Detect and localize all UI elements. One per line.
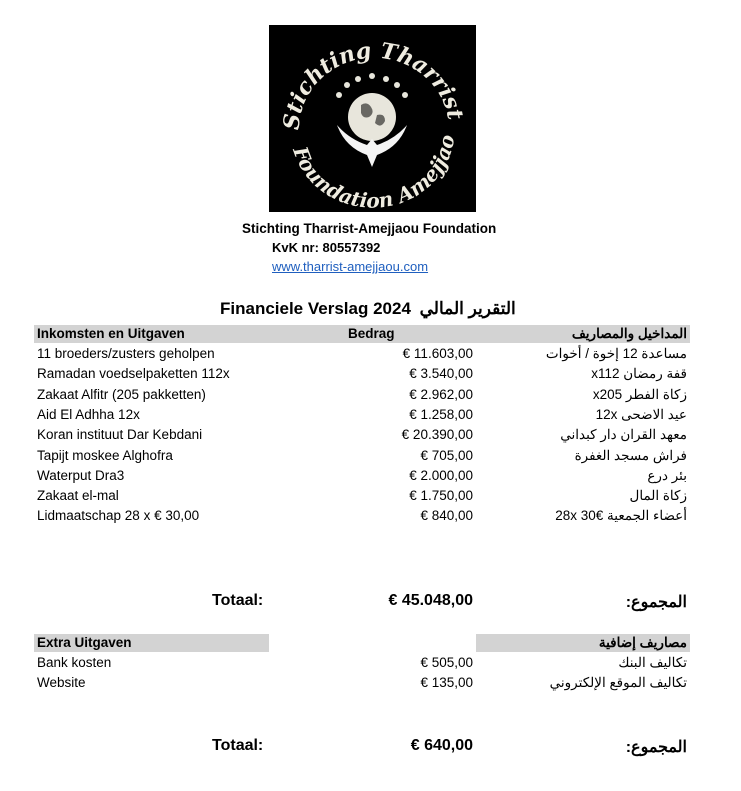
- row-amount: € 705,00: [420, 447, 473, 463]
- organization-name: Stichting Tharrist-Amejjaou Foundation: [242, 221, 497, 236]
- row-description: Zakaat el-mal: [37, 488, 119, 504]
- row-amount: € 1.258,00: [409, 406, 473, 422]
- row-description-ar: تكاليف الموقع الإلكتروني: [549, 675, 687, 691]
- header-amount: Bedrag: [348, 326, 395, 341]
- income-total-label: Totaal:: [212, 592, 264, 609]
- row-description-ar: تكاليف البنك: [618, 655, 687, 670]
- row-description: Koran instituut Dar Kebdani: [37, 427, 203, 443]
- row-description: Ramadan voedselpaketten 112x: [37, 366, 230, 382]
- row-amount: € 2.000,00: [409, 467, 473, 483]
- report-title-ar: التقرير المالي: [419, 299, 516, 318]
- kvk-number: KvK nr: 80557392: [272, 240, 381, 255]
- row-amount: € 135,00: [420, 675, 473, 691]
- row-amount: € 840,00: [420, 508, 473, 524]
- svg-text:Foundation Amejjaou: Foundation Amejjao: [288, 133, 460, 212]
- row-amount: € 505,00: [420, 655, 473, 670]
- row-description: Aid El Adhha 12x: [37, 406, 140, 422]
- extra-total-label: Totaal:: [212, 737, 264, 754]
- row-amount: € 2.962,00: [409, 386, 473, 402]
- header-description: Inkomsten en Uitgaven: [37, 326, 185, 341]
- row-description-ar: أعضاء الجمعية €30 28x: [555, 508, 687, 524]
- header-description-ar: المداخيل والمصاريف: [571, 326, 687, 341]
- row-description: Lidmaatschap 28 x € 30,00: [37, 508, 200, 524]
- row-description: Bank kosten: [37, 655, 112, 670]
- row-description-ar: بئر درع: [647, 467, 687, 483]
- extra-total-label-ar: المجموع:: [625, 739, 687, 756]
- logo-emblem-icon: [269, 25, 476, 212]
- row-amount: € 1.750,00: [409, 488, 473, 504]
- row-amount: € 11.603,00: [402, 346, 473, 361]
- row-description-ar: مساعدة 12 إخوة / أخوات: [545, 346, 687, 361]
- report-title: [220, 299, 516, 319]
- extra-header-description: Extra Uitgaven: [37, 635, 132, 650]
- row-description-ar: زكاة المال: [629, 488, 687, 504]
- extra-total-amount: € 640,00: [410, 737, 473, 754]
- extra-header-description-ar: مصاريف إضافية: [598, 635, 687, 650]
- row-description-ar: معهد القران دار كبداني: [560, 427, 687, 443]
- row-amount: € 3.540,00: [409, 366, 473, 382]
- row-description-ar: عيد الاضحى 12x: [595, 406, 687, 422]
- row-description-ar: قفة رمضان x112: [591, 366, 687, 382]
- row-description-ar: زكاة الفطر x205: [592, 386, 687, 402]
- row-amount: € 20.390,00: [401, 427, 473, 443]
- report-title-nl: Financiele Verslag 2024: [220, 299, 411, 318]
- row-description: Tapijt moskee Alghofra: [37, 447, 173, 463]
- website-link[interactable]: www.tharrist-amejjaou.com: [272, 259, 429, 274]
- row-description: Website: [37, 675, 86, 691]
- foundation-logo: [269, 25, 476, 212]
- row-description-ar: فراش مسجد الغفرة: [574, 447, 687, 463]
- income-total-label-ar: المجموع:: [625, 594, 687, 611]
- svg-text:Stichting Tharrist-: Stichting Tharrist: [278, 37, 469, 132]
- row-description: Waterput Dra3: [37, 467, 125, 483]
- row-description: 11 broeders/zusters geholpen: [37, 346, 215, 361]
- income-total-amount: € 45.048,00: [388, 592, 473, 609]
- row-description: Zakaat Alfitr (205 pakketten): [37, 386, 206, 402]
